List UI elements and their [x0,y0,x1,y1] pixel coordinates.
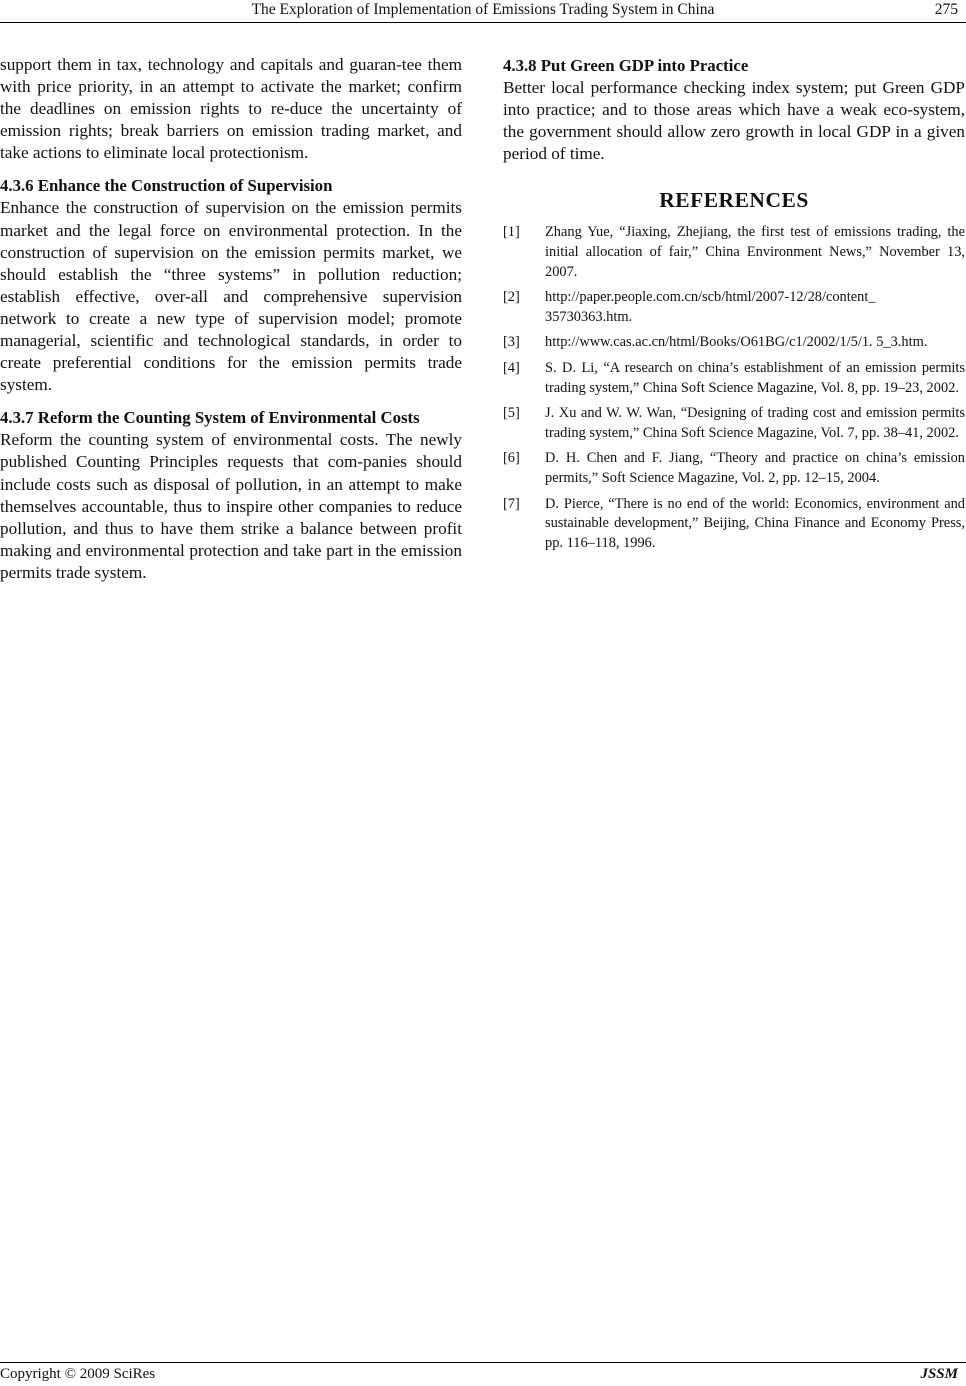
section-heading-4-3-7: 4.3.7 Reform the Counting System of Environmental Costs [0,408,420,428]
reference-text[interactable]: http://www.cas.ac.cn/html/Books/O61BG/c1/2002/1/5/1. 5_3.htm. [545,334,928,351]
reference-number: [3] [503,334,520,351]
journal-abbreviation: JSSM [920,1366,958,1382]
reference-item [503,359,965,398]
page-number: 275 [934,1,958,18]
reference-number: [2] [503,289,520,306]
reference-item [503,449,965,488]
page-footer [0,1362,966,1384]
left-column [0,52,462,584]
continued-paragraph: support them in tax, technology and capitals and guaran-tee them with price priority, in an attempt to activate the market; confirm the deadlines on emission rights to re-duce the uncertainty of emission rights; break barriers on emission trading market, and take actions to eliminate local protectionism. [0,55,462,163]
reference-number: [4] [503,359,520,376]
header-rule [0,22,966,23]
reference-item [503,333,965,353]
section-body-4-3-6: Enhance the construction of supervision on the emission permits market and the legal force on environmental protection. In the construction of supervision on the emission permits market, we should establish the “three systems” in pollution reduction; establish effective, over-all and comprehensive supervision network to create a new type of supervision model; promote managerial, scientific and technological standards, in order to create preferential conditions for the emission permits trade system. [0,198,462,395]
reference-text: D. H. Chen and F. Jiang, “Theory and practice on china’s emission permits,” Soft Science Magazine, Vol. 2, pp. 12–15, 2004. [545,450,965,486]
reference-item [503,404,965,443]
running-title: The Exploration of Implementation of Emissions Trading System in China [251,1,715,18]
section-heading-4-3-6: 4.3.6 Enhance the Construction of Supervision [0,176,333,196]
right-column [503,52,965,553]
reference-number: [6] [503,450,520,467]
copyright-notice: Copyright © 2009 SciRes [0,1366,156,1382]
section-body-4-3-8: Better local performance checking index system; put Green GDP into practice; and to those areas which have a weak eco-system, the government should allow zero growth in local GDP in a given period of time. [503,78,965,164]
section-heading-4-3-8: 4.3.8 Put Green GDP into Practice [503,56,749,75]
reference-item [503,223,965,282]
footer-rule [0,1362,966,1363]
reference-text[interactable]: http://paper.people.com.cn/scb/html/2007-12/28/content_ 35730363.htm. [545,289,876,325]
reference-list [503,223,965,553]
section-body-4-3-7: Reform the counting system of environmental costs. The newly published Counting Principles requests that com-panies should include costs such as disposal of pollution, in an attempt to make themselves accountable, thus to inspire other companies to reduce pollution, and thus to have them strike a balance between profit making and environmental protection and take part in the emission permits trade system. [0,430,462,582]
reference-text: J. Xu and W. W. Wan, “Designing of trading cost and emission permits trading system,” China Soft Science Magazine, Vol. 7, pp. 38–41, 2002. [545,405,965,441]
reference-number: [5] [503,405,520,422]
reference-item [503,495,965,554]
reference-text: S. D. Li, “A research on china’s establishment of an emission permits trading system,” China Soft Science Magazine, Vol. 8, pp. 19–23, 2002. [545,359,965,396]
reference-item [503,288,965,327]
references-title: REFERENCES [659,188,809,213]
reference-text: Zhang Yue, “Jiaxing, Zhejiang, the first test of emissions trading, the initial allocation of fair,” China Environment News,” November 13, 2007. [545,224,965,280]
reference-number: [7] [503,495,520,512]
running-header [0,0,966,20]
reference-text: D. Pierce, “There is no end of the world: Economics, environment and sustainable development,” Beijing, China Finance and Economy Press, pp. 116–118, 1996. [545,495,965,551]
reference-number: [1] [503,224,520,241]
